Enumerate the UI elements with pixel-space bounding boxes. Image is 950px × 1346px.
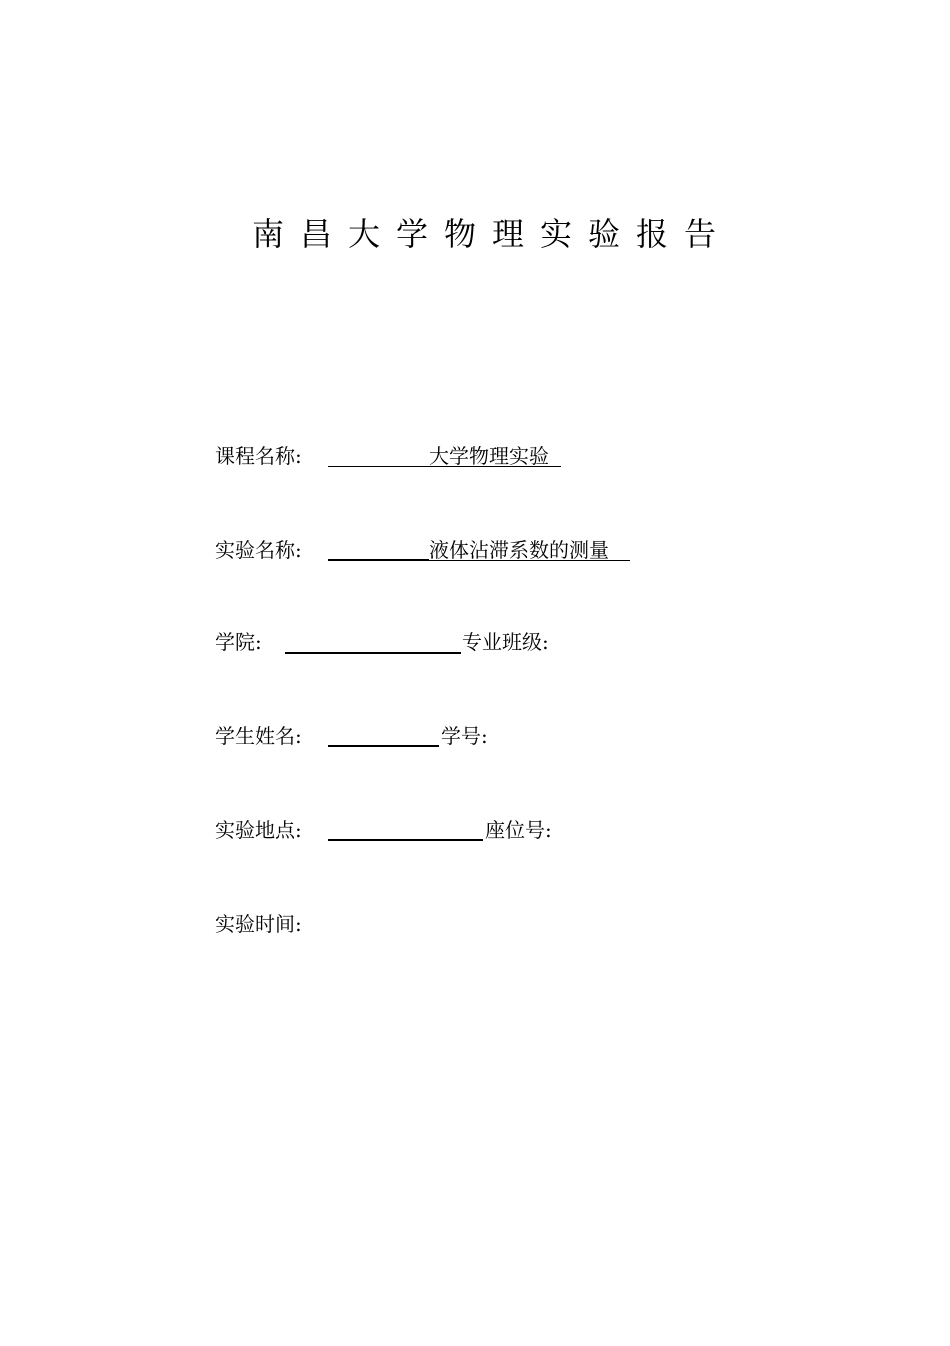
course-underline [328,466,561,467]
experiment-value: 液体沾滞系数的测量 [429,538,609,562]
experiment-row [215,536,715,564]
student-name-underline [328,745,439,747]
college-label: 学院: [215,630,262,654]
location-row [215,816,715,844]
seat-label: 座位号: [485,818,552,842]
major-class-label: 专业班级: [462,630,549,654]
student-id-label: 学号: [441,724,488,748]
report-title: 南昌大学物理实验报告 [251,215,732,253]
student-name-label: 学生姓名: [215,724,302,748]
experiment-underline-value [429,560,630,561]
college-row [215,628,715,656]
location-underline [328,839,483,841]
time-label: 实验时间: [215,912,302,936]
course-value: 大学物理实验 [429,444,549,468]
course-label: 课程名称: [215,444,302,468]
student-row [215,722,715,750]
course-row [215,442,715,470]
time-row [215,910,715,938]
location-label: 实验地点: [215,818,302,842]
experiment-underline-blank [328,559,429,561]
college-underline [285,652,461,654]
experiment-label: 实验名称: [215,538,302,562]
